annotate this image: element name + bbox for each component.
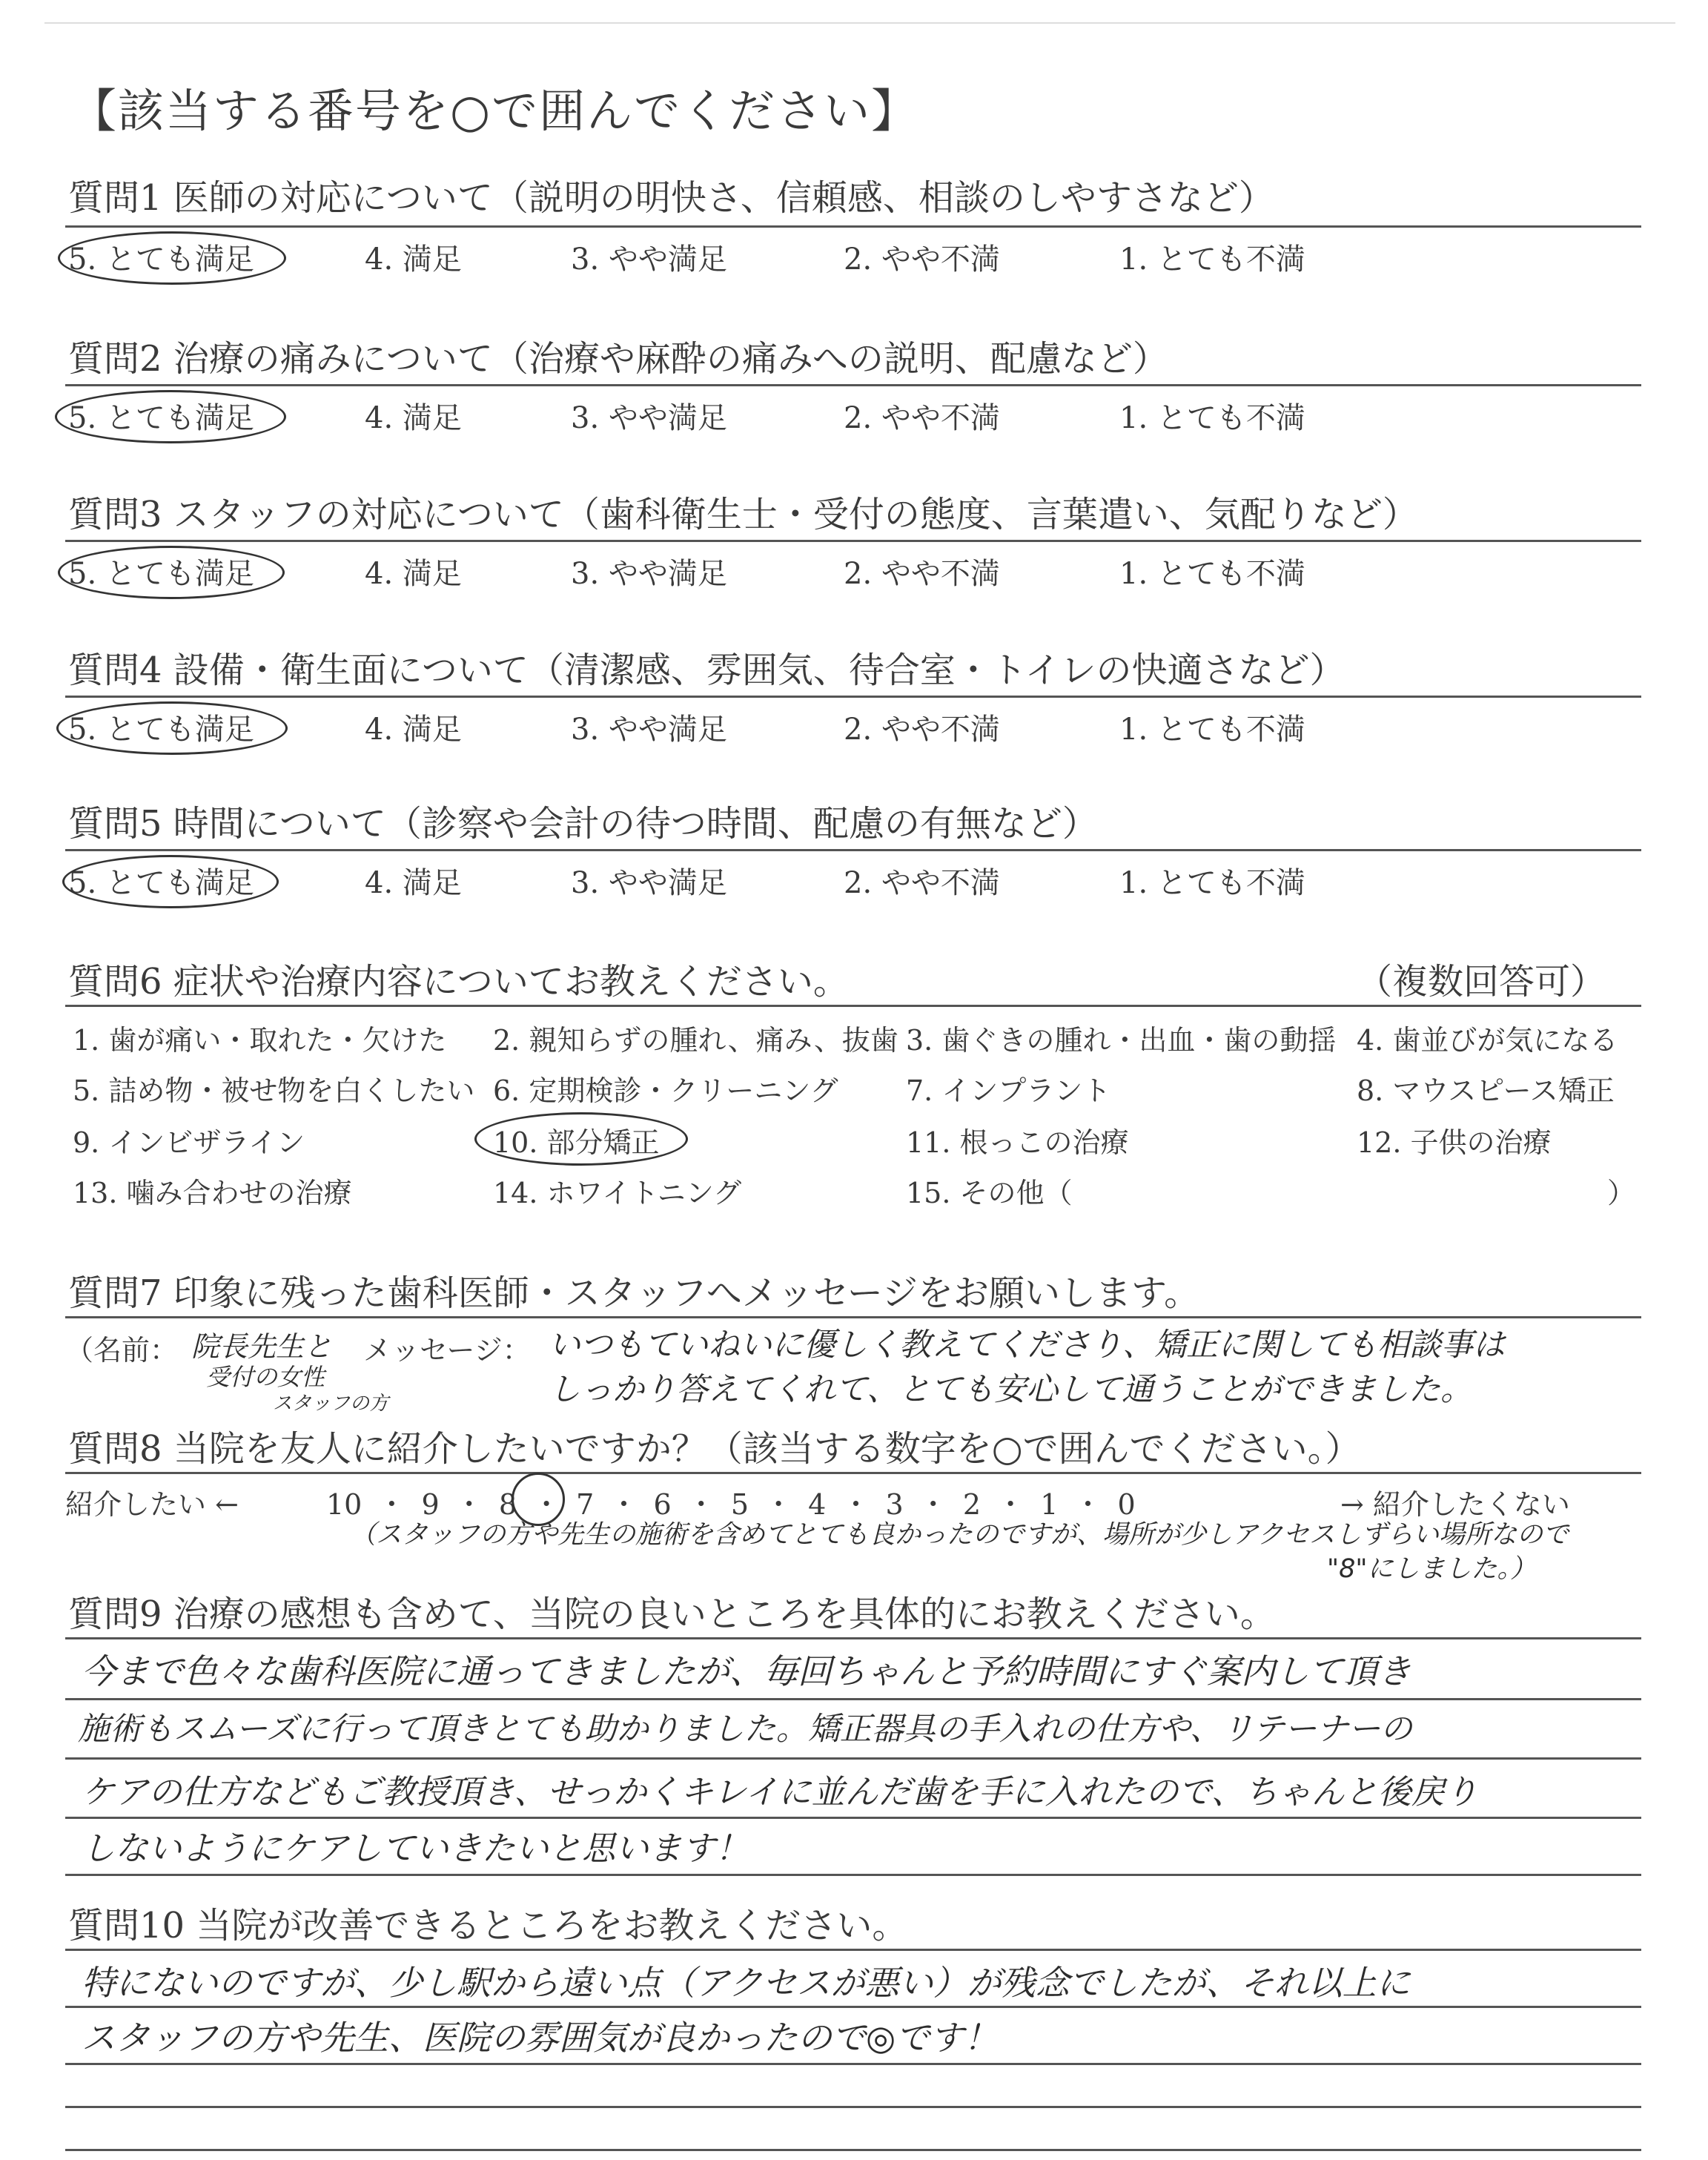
q7-name-line2[interactable]: 受付の女性 — [206, 1363, 325, 1391]
answer-line — [65, 1817, 1641, 1819]
q7-name-line3[interactable]: スタッフの方 — [273, 1393, 389, 1415]
q3-option-2[interactable]: 2. やや不満 — [844, 557, 1000, 591]
q2-option-4[interactable]: 4. 満足 — [365, 401, 462, 435]
question-8-label: 質問8 当院を友人に紹介したいですか？（該当する数字を○で囲んでください。） — [68, 1428, 1361, 1470]
scan-edge-line — [44, 22, 1675, 24]
divider — [65, 1949, 1641, 1951]
q4-option-5[interactable]: 5. とても満足 — [68, 713, 254, 747]
q9-answer-line2[interactable]: 施術もスムーズに行って頂きとても助かりました。矯正器具の手入れの仕方や、リテーナーの — [78, 1711, 1412, 1748]
q6-item[interactable]: 2. 親知らずの腫れ、痛み、抜歯 — [493, 1024, 898, 1057]
answer-line — [65, 1757, 1641, 1760]
q8-scale[interactable]: 10 ・ 9 ・ 8 ・ 7 ・ 6 ・ 5 ・ 4 ・ 3 ・ 2 ・ 1 ・ 0 — [326, 1488, 1136, 1521]
q6-item[interactable]: 3. 歯ぐきの腫れ・出血・歯の動揺 — [906, 1024, 1337, 1057]
q5-option-1[interactable]: 1. とても不満 — [1119, 866, 1305, 900]
divider — [65, 849, 1641, 851]
q9-answer-line4[interactable]: しないようにケアしていきたいと思います！ — [82, 1829, 749, 1868]
q8-comment-line2[interactable]: "8"にしました。） — [1327, 1554, 1536, 1584]
q1-option-2[interactable]: 2. やや不満 — [844, 242, 1000, 277]
q6-item[interactable]: 5. 詰め物・被せ物を白くしたい — [73, 1074, 475, 1107]
q2-option-2[interactable]: 2. やや不満 — [844, 401, 1000, 435]
q6-item[interactable]: 6. 定期検診・クリーニング — [493, 1074, 838, 1107]
answer-line — [65, 2149, 1641, 2151]
question-7-label: 質問7 印象に残った歯科医師・スタッフへメッセージをお願いします。 — [68, 1272, 1200, 1314]
q8-comment-line1[interactable]: （スタッフの方や先生の施術を含めてとても良かったのですが、場所が少しアクセスしずらい場所なので — [350, 1520, 1569, 1550]
divider — [65, 1472, 1641, 1474]
q1-option-5[interactable]: 5. とても満足 — [68, 242, 254, 277]
q1-selection-circle — [58, 231, 286, 285]
q6-item-selected[interactable]: 10. 部分矯正 — [493, 1126, 660, 1159]
q7-message-line2[interactable]: しっかり答えてくれて、とても安心して通うことができました。 — [549, 1371, 1473, 1408]
question-6-label: 質問6 症状や治療内容についてお教えください。 — [68, 961, 849, 1003]
question-10-label: 質問10 当院が改善できるところをお教えください。 — [68, 1905, 908, 1946]
q5-option-2[interactable]: 2. やや不満 — [844, 866, 1000, 900]
divider — [65, 1316, 1641, 1318]
q6-item[interactable]: 4. 歯並びが気になる — [1357, 1024, 1618, 1057]
answer-line — [65, 1874, 1641, 1876]
q3-option-3[interactable]: 3. やや満足 — [571, 557, 727, 591]
q6-item[interactable]: 8. マウスピース矯正 — [1357, 1074, 1615, 1107]
q4-option-1[interactable]: 1. とても不満 — [1119, 713, 1305, 747]
divider — [65, 540, 1641, 542]
q5-selection-circle — [62, 855, 279, 908]
divider — [65, 1637, 1641, 1639]
divider — [65, 384, 1641, 386]
q6-item[interactable]: 15. その他（ — [906, 1177, 1073, 1209]
q1-option-4[interactable]: 4. 満足 — [365, 242, 462, 277]
answer-line — [65, 2063, 1641, 2065]
q3-selection-circle — [58, 546, 285, 599]
q6-item[interactable]: 14. ホワイトニング — [493, 1177, 742, 1209]
question-2-label: 質問2 治療の痛みについて（治療や麻酔の痛みへの説明、配慮など） — [68, 338, 1168, 380]
q4-option-3[interactable]: 3. やや満足 — [571, 713, 727, 747]
q6-item-close-paren: ） — [1607, 1177, 1636, 1209]
question-6-note: （複数回答可） — [1357, 961, 1606, 1003]
question-9-label: 質問9 治療の感想も含めて、当院の良いところを具体的にお教えください。 — [68, 1593, 1276, 1635]
q6-item[interactable]: 13. 噛み合わせの治療 — [73, 1177, 352, 1209]
q7-name-line1[interactable]: 院長先生と — [191, 1330, 333, 1363]
q3-option-5[interactable]: 5. とても満足 — [68, 557, 254, 591]
divider — [65, 696, 1641, 698]
question-4-label: 質問4 設備・衛生面について（清潔感、雰囲気、待合室・トイレの快適さなど） — [68, 650, 1345, 691]
question-1-label: 質問1 医師の対応について（説明の明快さ、信頼感、相談のしやすさなど） — [68, 177, 1274, 219]
q9-answer-line1[interactable]: 今まで色々な歯科医院に通ってきましたが、毎回ちゃんと予約時間にすぐ案内して頂き — [82, 1651, 1411, 1691]
q6-item[interactable]: 11. 根っこの治療 — [906, 1126, 1129, 1159]
q10-answer-line1[interactable]: 特にないのですが、少し駅から遠い点（アクセスが悪い）が残念でしたが、それ以上に — [82, 1963, 1411, 2003]
divider — [65, 1005, 1641, 1007]
question-3-label: 質問3 スタッフの対応について（歯科衛生士・受付の態度、言葉遣い、気配りなど） — [68, 494, 1418, 535]
q2-option-1[interactable]: 1. とても不満 — [1119, 401, 1305, 435]
q8-right-label: → 紹介したくない — [1340, 1488, 1570, 1521]
q4-option-2[interactable]: 2. やや不満 — [844, 713, 1000, 747]
question-5-label: 質問5 時間について（診察や会計の待つ時間、配慮の有無など） — [68, 803, 1098, 845]
q5-option-4[interactable]: 4. 満足 — [365, 866, 462, 900]
answer-line — [65, 2106, 1641, 2108]
q1-option-1[interactable]: 1. とても不満 — [1119, 242, 1305, 277]
q7-name-label: （名前： — [65, 1334, 179, 1367]
q7-message-line1[interactable]: いつもていねいに優しく教えてくださり、矯正に関しても相談事は — [549, 1327, 1505, 1364]
q8-left-label: 紹介したい ← — [65, 1488, 239, 1521]
divider — [65, 225, 1641, 228]
q2-option-3[interactable]: 3. やや満足 — [571, 401, 727, 435]
q4-option-4[interactable]: 4. 満足 — [365, 713, 462, 747]
q10-answer-line2[interactable]: スタッフの方や先生、医院の雰囲気が良かったので◎です！ — [82, 2018, 999, 2058]
q3-option-4[interactable]: 4. 満足 — [365, 557, 462, 591]
q5-option-3[interactable]: 3. やや満足 — [571, 866, 727, 900]
q7-message-label: メッセージ： — [363, 1334, 531, 1367]
answer-line — [65, 1698, 1641, 1700]
q6-item[interactable]: 12. 子供の治療 — [1357, 1126, 1552, 1159]
q2-selection-circle — [55, 390, 286, 443]
q1-option-3[interactable]: 3. やや満足 — [571, 242, 727, 277]
q4-selection-circle — [56, 701, 288, 755]
q6-item[interactable]: 1. 歯が痛い・取れた・欠けた — [73, 1024, 447, 1057]
q5-option-5[interactable]: 5. とても満足 — [68, 866, 254, 900]
answer-line — [65, 2006, 1641, 2008]
page-title: 【該当する番号を○で囲んでください】 — [70, 84, 919, 138]
q9-answer-line3[interactable]: ケアの仕方などもご教授頂き、せっかくキレイに並んだ歯を手に入れたので、ちゃんと後戻り — [82, 1772, 1478, 1811]
q2-option-5[interactable]: 5. とても満足 — [68, 401, 254, 435]
q3-option-1[interactable]: 1. とても不満 — [1119, 557, 1305, 591]
q6-selection-circle — [474, 1112, 688, 1166]
q6-item[interactable]: 7. インプラント — [906, 1074, 1111, 1107]
q6-item[interactable]: 9. インビザライン — [73, 1126, 305, 1159]
